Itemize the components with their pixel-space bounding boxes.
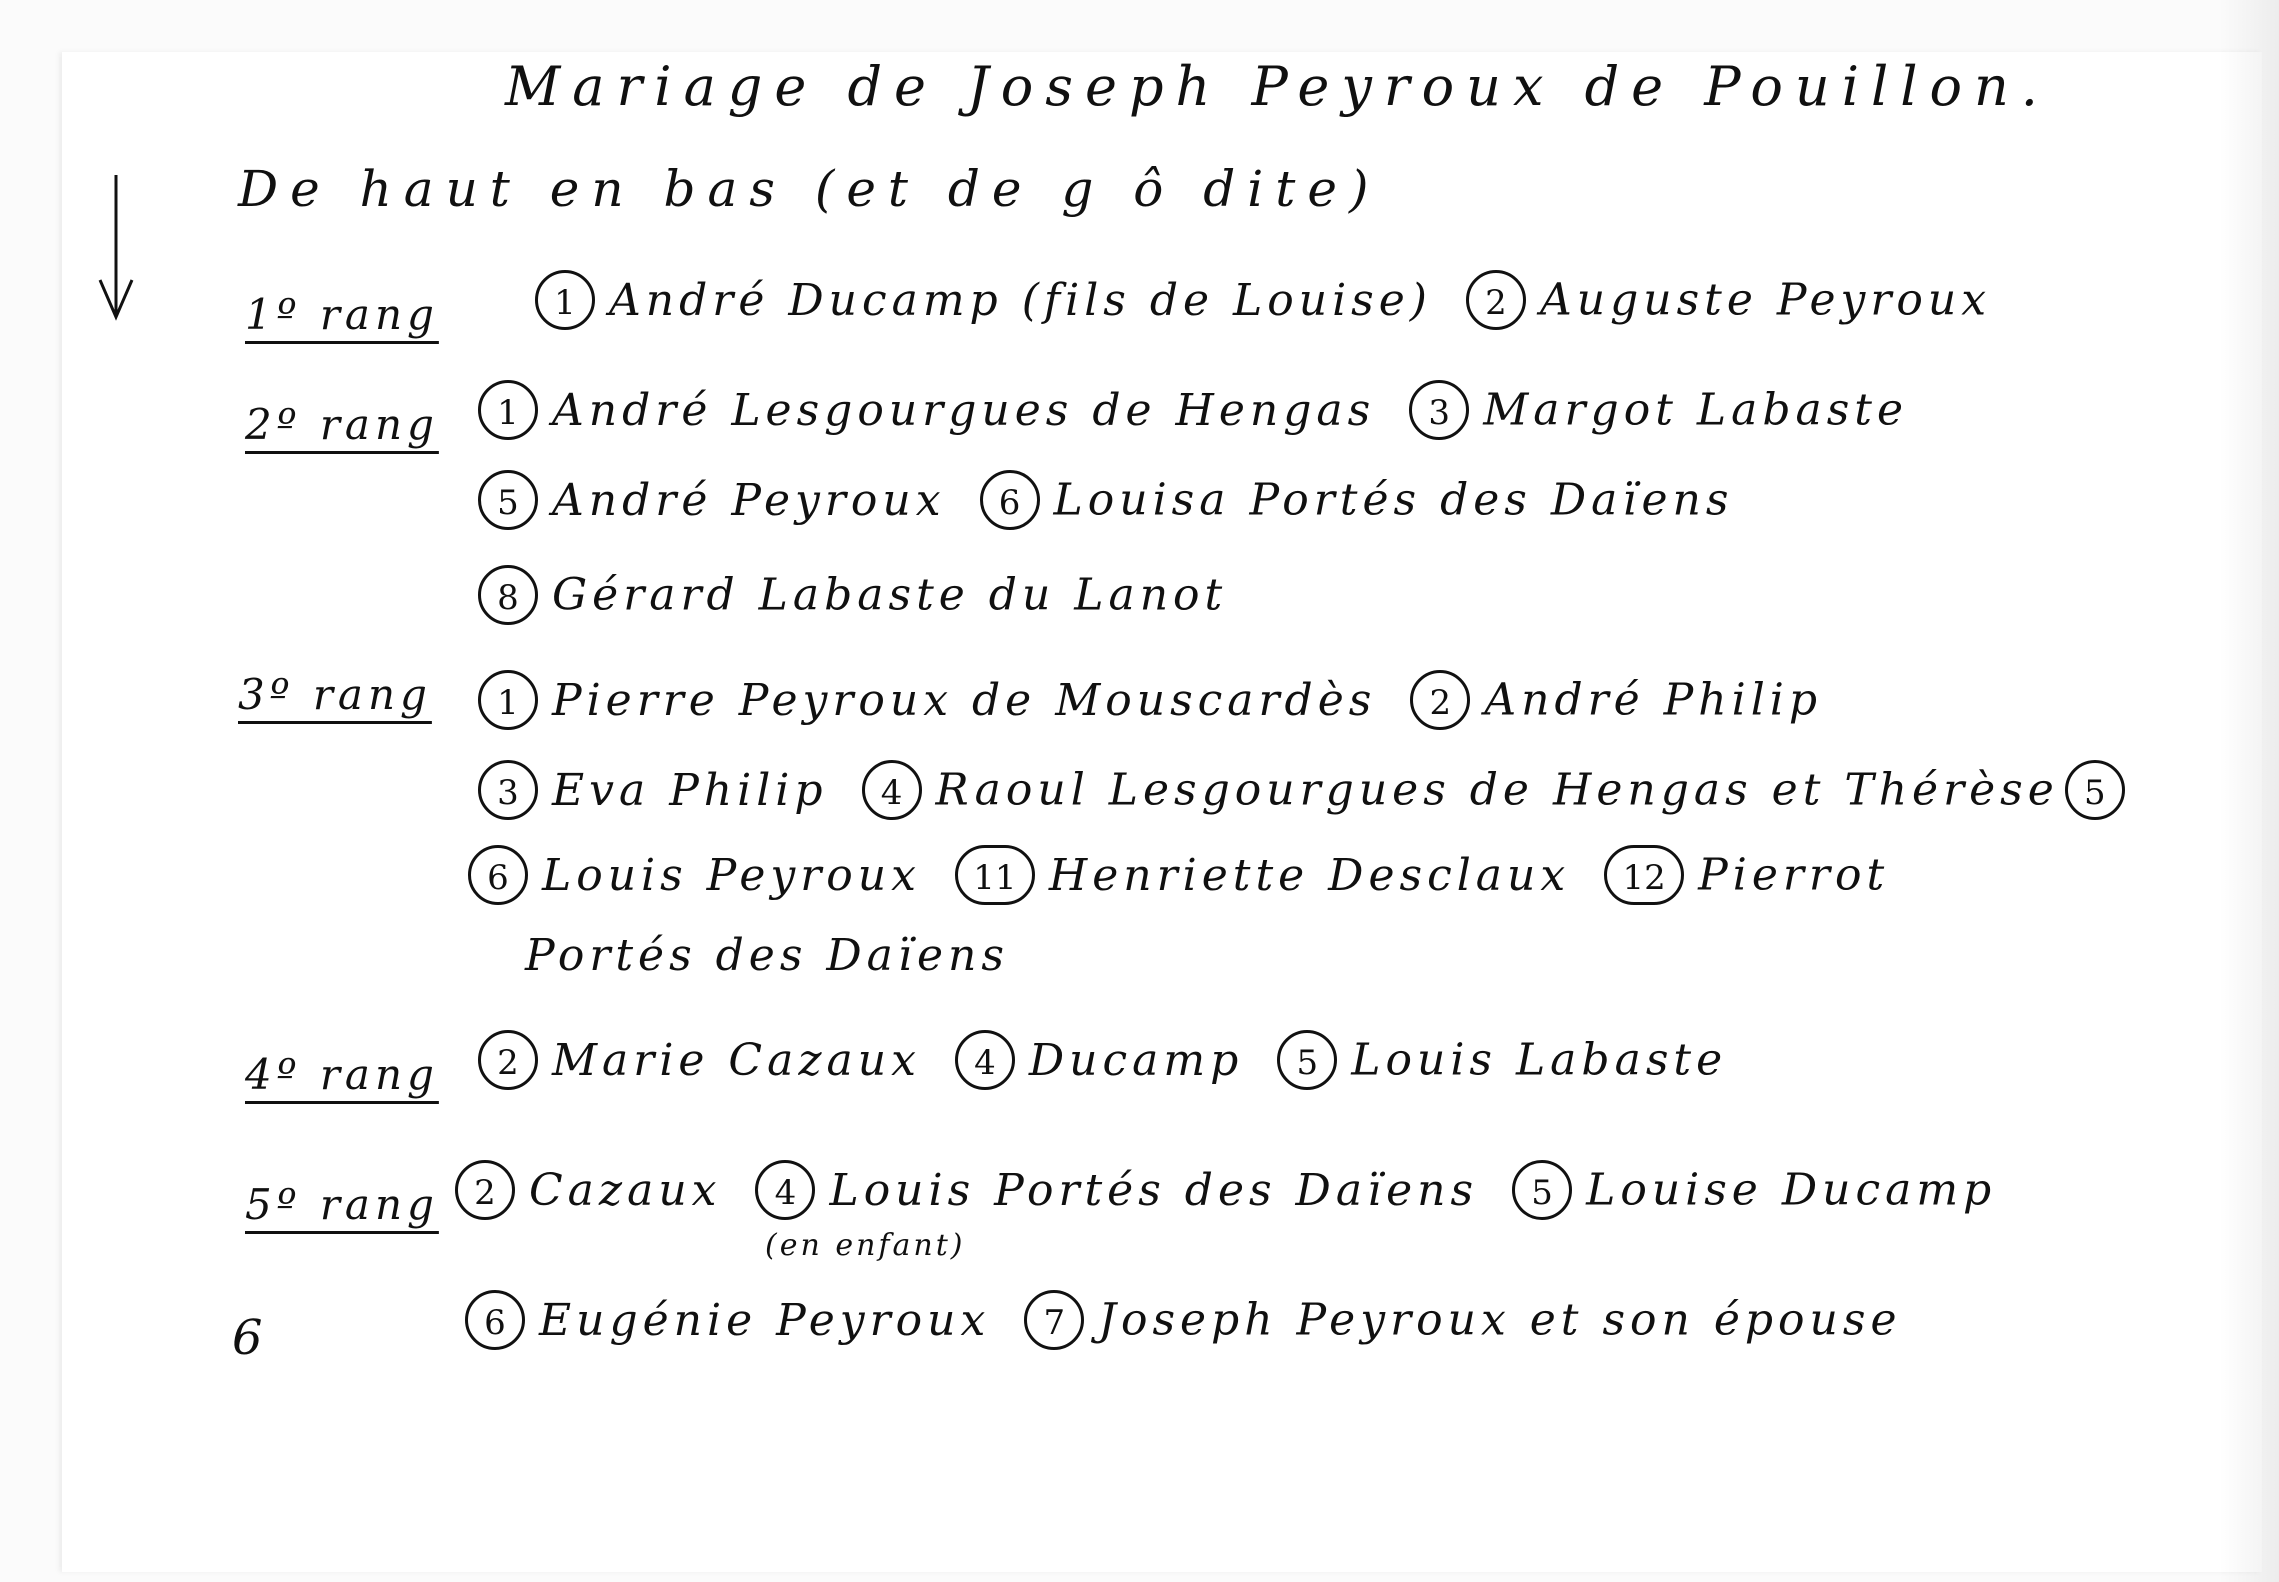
person-name: André Ducamp (fils de Louise) <box>609 274 1432 326</box>
number-circle: 4 <box>755 1160 815 1220</box>
row-1-line <box>535 270 1991 336</box>
row-5-note: (en enfant) <box>765 1228 966 1263</box>
person-name: André Peyroux <box>552 474 946 526</box>
person-name: Gérard Labaste du Lanot <box>552 569 1228 621</box>
row-label-4: 4º rang <box>245 1050 439 1099</box>
document-title: Mariage de Joseph Peyroux de Pouillon. <box>505 55 2050 118</box>
person-name: Eugénie Peyroux <box>539 1294 991 1346</box>
number-circle: 1 <box>478 380 538 440</box>
person-name: Pierre Peyroux de Mouscardès <box>552 674 1377 726</box>
number-circle: 7 <box>1024 1290 1084 1350</box>
number-circle: 3 <box>478 760 538 820</box>
row-3-line-d: Portés des Daïens <box>525 930 1009 981</box>
person-name: Auguste Peyroux <box>1539 274 1992 326</box>
row-3-line-a <box>478 670 1822 736</box>
number-circle: 5 <box>2065 760 2125 820</box>
person-name: Louisa Portés des Daïens <box>1053 474 1734 526</box>
person-name: Louis Peyroux <box>542 849 921 901</box>
row-5-line <box>455 1160 1996 1226</box>
row-label-2: 2º rang <box>245 400 439 449</box>
person-name: Pierrot <box>1698 849 1890 901</box>
number-circle: 6 <box>468 845 528 905</box>
row-3-line-c <box>468 845 1889 911</box>
person-name: Louise Ducamp <box>1586 1164 1997 1216</box>
number-circle: 1 <box>535 270 595 330</box>
number-circle: 5 <box>1277 1030 1337 1090</box>
number-circle: 12 <box>1604 845 1684 905</box>
person-name: Raoul Lesgourgues de Hengas et Thérèse <box>935 764 2059 816</box>
person-name: Eva Philip <box>552 764 828 816</box>
orientation-note: De haut en bas (et de g ô dite) <box>238 160 1381 218</box>
person-name: Marie Cazaux <box>552 1034 921 1086</box>
row-4-line <box>478 1030 1727 1096</box>
person-name: Margot Labaste <box>1483 384 1909 436</box>
number-circle: 1 <box>478 670 538 730</box>
number-circle: 6 <box>980 470 1040 530</box>
person-name: Louis Portés des Daïens <box>829 1164 1479 1216</box>
down-arrow-icon <box>96 175 136 325</box>
row-2-line-b <box>478 470 1733 536</box>
number-circle: 2 <box>478 1030 538 1090</box>
row-6-line <box>465 1290 1902 1356</box>
person-name: Henriette Desclaux <box>1048 849 1571 901</box>
number-circle: 4 <box>955 1030 1015 1090</box>
number-circle: 6 <box>465 1290 525 1350</box>
scan-shadow <box>2219 0 2279 1582</box>
number-circle: 4 <box>862 760 922 820</box>
number-circle: 3 <box>1409 380 1469 440</box>
person-name: Louis Labaste <box>1351 1034 1728 1086</box>
number-circle: 5 <box>478 470 538 530</box>
row-label-1: 1º rang <box>245 290 439 339</box>
person-name: André Lesgourgues de Hengas <box>552 384 1376 436</box>
number-circle: 2 <box>455 1160 515 1220</box>
person-name: Ducamp <box>1028 1034 1244 1086</box>
person-name: Joseph Peyroux et son épouse <box>1098 1294 1902 1346</box>
number-circle: 11 <box>955 845 1035 905</box>
row-2-line-c <box>478 565 1227 631</box>
number-circle: 5 <box>1512 1160 1572 1220</box>
row-2-line-a <box>478 380 1908 446</box>
row-3-line-b <box>478 760 2139 826</box>
number-circle: 2 <box>1410 670 1470 730</box>
row-label-6: 6 <box>232 1310 268 1366</box>
row-label-5: 5º rang <box>245 1180 439 1229</box>
person-name: Cazaux <box>529 1164 722 1216</box>
number-circle: 8 <box>478 565 538 625</box>
person-name: André Philip <box>1484 674 1823 726</box>
row-label-3: 3º rang <box>238 670 432 719</box>
number-circle: 2 <box>1466 270 1526 330</box>
